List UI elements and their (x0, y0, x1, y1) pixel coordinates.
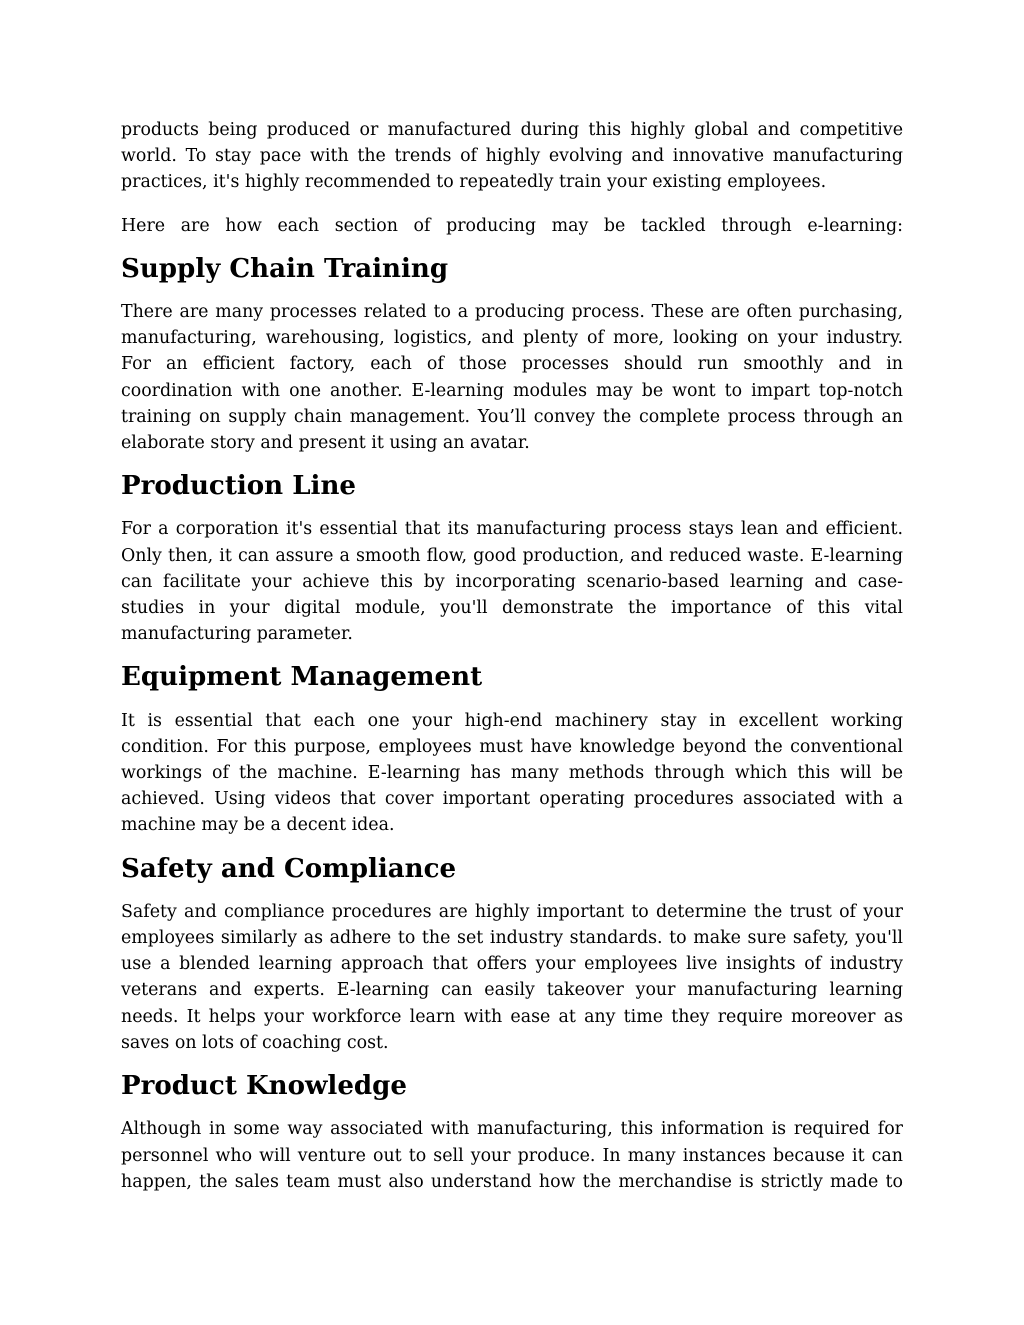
section-heading: Equipment Management (121, 662, 483, 693)
section-heading: Safety and Compliance (121, 853, 457, 884)
section-heading: Production Line (121, 471, 356, 502)
section-equipment-management (121, 664, 903, 838)
document-page (121, 117, 903, 1212)
intro-paragraph: products being produced or manufactured during this highly global and competitive world. To stay pace with the trends of highly evolving and innovative manufacturing practices, it's highly recommended to repeatedly train your existing employees. (121, 120, 903, 193)
section-body: There are many processes related to a producing process. These are often purchasing, manufacturing, warehousing, logistics, and plenty of more, looking on your industry. For an efficient factory, each of those processes should run smoothly and in coordination with one another. E-learning modules may be wont to impart top-notch training on supply chain management. You’ll convey the complete process through an elaborate story and present it using an avatar. (121, 302, 903, 454)
section-heading: Product Knowledge (121, 1071, 407, 1102)
section-safety-compliance (121, 853, 903, 1056)
section-product-knowledge (121, 1073, 903, 1195)
section-heading: Supply Chain Training (121, 253, 449, 284)
section-body: It is essential that each one your high-end machinery stay in excellent working condition. For this purpose, employees must have knowledge beyond the conventional workings of the machine. E-learning has many methods through which this will be achieved. Using videos that cover important operating procedures associated with a machine may be a decent idea. (121, 710, 903, 836)
section-body: For a corporation it's essential that its manufacturing process stays lean and efficient. Only then, it can assure a smooth flow, good production, and reduced waste. E-learning can facilitate your achieve this by incorporating scenario-based learning and case-studies in your digital module, you'll demonstrate the importance of this vital manufacturing parameter. (121, 519, 903, 645)
section-body: Safety and compliance procedures are highly important to determine the trust of your employees similarly as adhere to the set industry standards. to make sure safety, you'll use a blended learning approach that offers your employees live insights of industry veterans and experts. E-learning can easily takeover your manufacturing learning needs. It helps your workforce learn with ease at any time they require moreover as saves on lots of coaching cost. (121, 901, 903, 1053)
intro-lead-in: Here are how each section of producing may be tackled through e-learning: (121, 215, 903, 236)
section-production-line (121, 473, 903, 647)
section-body: Although in some way associated with manufacturing, this information is required for personnel who will venture out to sell your produce. In many instances because it can happen, the sales team must also understand how the merchandise is strictly made to (121, 1119, 903, 1192)
section-supply-chain (121, 253, 903, 456)
